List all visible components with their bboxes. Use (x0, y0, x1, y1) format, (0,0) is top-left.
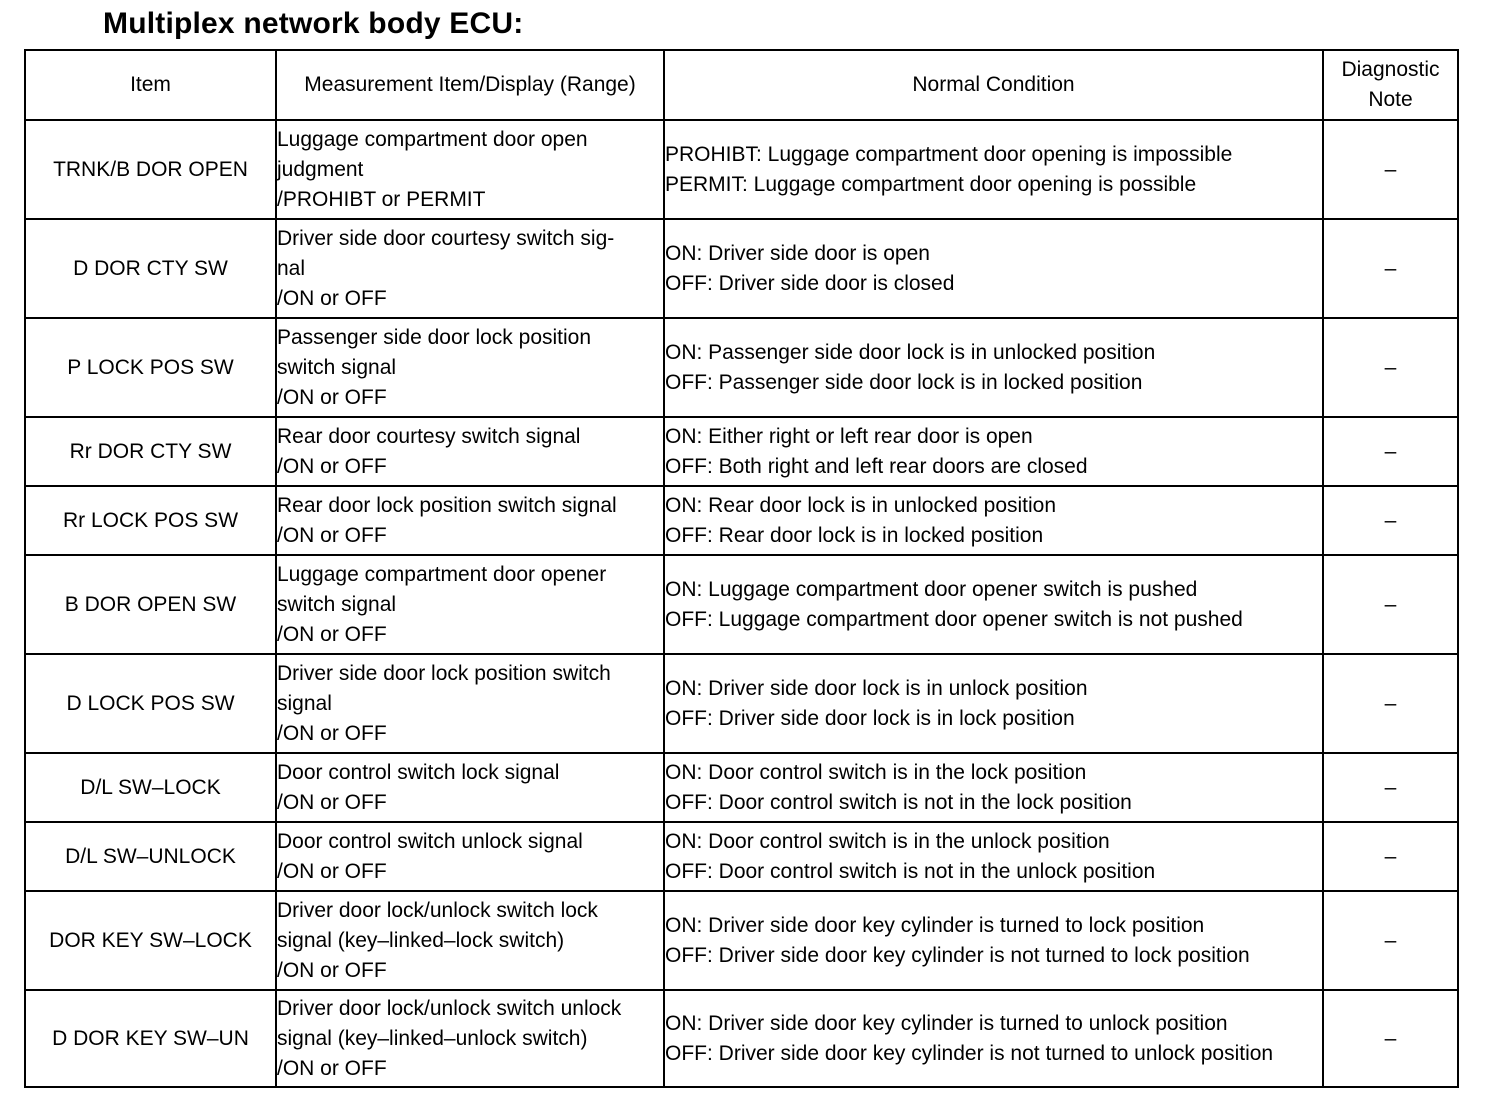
normal-condition-cell (664, 822, 1323, 891)
condition-line: ON: Either right or left rear door is open (665, 424, 1033, 448)
measurement-line: judgment (277, 157, 364, 181)
normal-condition-cell (664, 654, 1323, 753)
condition-line: PERMIT: Luggage compartment door opening is possible (665, 172, 1197, 196)
measurement-line: switch signal (277, 355, 397, 379)
table-row (25, 891, 1458, 990)
table-row (25, 753, 1458, 822)
measurement-line: nal (277, 256, 306, 280)
diagnostic-note-cell: – (1323, 753, 1458, 822)
condition-line: ON: Rear door lock is in unlocked position (665, 493, 1057, 517)
measurement-line: Rear door courtesy switch signal (277, 424, 581, 448)
normal-condition-cell (664, 486, 1323, 555)
item-cell: D DOR CTY SW (25, 219, 276, 318)
header-item: Item (25, 50, 276, 120)
header-diagnostic-line1: Diagnostic (1341, 58, 1440, 81)
normal-condition-cell (664, 219, 1323, 318)
table-row (25, 120, 1458, 219)
item-cell: D/L SW–UNLOCK (25, 822, 276, 891)
condition-line: OFF: Passenger side door lock is in locked position (665, 370, 1143, 394)
normal-condition-cell (664, 318, 1323, 417)
measurement-line: Rear door lock position switch signal (277, 493, 617, 517)
condition-line: OFF: Both right and left rear doors are closed (665, 454, 1088, 478)
table-row (25, 318, 1458, 417)
diagnostic-note-cell: – (1323, 822, 1458, 891)
condition-line: ON: Driver side door key cylinder is turned to lock position (665, 913, 1205, 937)
condition-line: ON: Driver side door key cylinder is turned to unlock position (665, 1011, 1228, 1035)
diagnostic-note-cell: – (1323, 486, 1458, 555)
item-cell: D/L SW–LOCK (25, 753, 276, 822)
normal-condition-cell (664, 753, 1323, 822)
item-cell: TRNK/B DOR OPEN (25, 120, 276, 219)
table-row (25, 822, 1458, 891)
table-header-row (25, 50, 1458, 120)
normal-condition-cell (664, 555, 1323, 654)
normal-condition-cell (664, 990, 1323, 1087)
item-cell: B DOR OPEN SW (25, 555, 276, 654)
item-cell: D LOCK POS SW (25, 654, 276, 753)
measurement-line: /ON or OFF (277, 859, 387, 883)
measurement-cell (276, 417, 664, 486)
diagnostic-note-cell: – (1323, 891, 1458, 990)
diagnostic-note-cell: – (1323, 555, 1458, 654)
data-list-table (24, 49, 1459, 1088)
measurement-cell (276, 891, 664, 990)
header-normal-condition: Normal Condition (664, 50, 1323, 120)
measurement-line: /PROHIBT or PERMIT (277, 187, 486, 211)
diagnostic-note-cell: – (1323, 417, 1458, 486)
table-row (25, 654, 1458, 753)
measurement-cell (276, 555, 664, 654)
measurement-line: /ON or OFF (277, 385, 387, 409)
measurement-line: signal (key–linked–unlock switch) (277, 1026, 588, 1050)
measurement-cell (276, 753, 664, 822)
condition-line: ON: Door control switch is in the unlock position (665, 829, 1110, 853)
table-row (25, 417, 1458, 486)
measurement-cell (276, 120, 664, 219)
diagnostic-note-cell: – (1323, 219, 1458, 318)
measurement-line: Driver side door lock position switch (277, 661, 611, 685)
header-diagnostic-note (1323, 50, 1458, 120)
normal-condition-cell (664, 891, 1323, 990)
item-cell: D DOR KEY SW–UN (25, 990, 276, 1087)
measurement-line: Passenger side door lock position (277, 325, 592, 349)
measurement-line: /ON or OFF (277, 622, 387, 646)
condition-line: OFF: Driver side door lock is in lock position (665, 706, 1075, 730)
condition-line: ON: Passenger side door lock is in unlocked position (665, 340, 1156, 364)
diagnostic-note-cell: – (1323, 120, 1458, 219)
table-row (25, 555, 1458, 654)
measurement-cell (276, 990, 664, 1087)
diagnostic-note-cell: – (1323, 990, 1458, 1087)
measurement-line: signal (key–linked–lock switch) (277, 928, 565, 952)
normal-condition-cell (664, 120, 1323, 219)
item-cell: DOR KEY SW–LOCK (25, 891, 276, 990)
measurement-line: /ON or OFF (277, 790, 387, 814)
condition-line: ON: Driver side door lock is in unlock position (665, 676, 1088, 700)
item-cell: Rr DOR CTY SW (25, 417, 276, 486)
diagnostic-note-cell: – (1323, 318, 1458, 417)
measurement-cell (276, 822, 664, 891)
condition-line: OFF: Rear door lock is in locked position (665, 523, 1044, 547)
measurement-line: /ON or OFF (277, 1056, 387, 1080)
measurement-line: Luggage compartment door opener (277, 562, 607, 586)
item-cell: Rr LOCK POS SW (25, 486, 276, 555)
header-measurement: Measurement Item/Display (Range) (276, 50, 664, 120)
measurement-line: Driver door lock/unlock switch unlock (277, 996, 622, 1020)
measurement-line: Luggage compartment door open (277, 127, 588, 151)
condition-line: ON: Luggage compartment door opener switch is pushed (665, 577, 1198, 601)
measurement-cell (276, 654, 664, 753)
table-row (25, 219, 1458, 318)
measurement-cell (276, 219, 664, 318)
condition-line: OFF: Driver side door key cylinder is not turned to unlock position (665, 1041, 1274, 1065)
condition-line: PROHIBT: Luggage compartment door opening is impossible (665, 142, 1233, 166)
condition-line: OFF: Door control switch is not in the unlock position (665, 859, 1156, 883)
normal-condition-cell (664, 417, 1323, 486)
diagnostic-note-cell: – (1323, 654, 1458, 753)
measurement-cell (276, 318, 664, 417)
condition-line: OFF: Luggage compartment door opener switch is not pushed (665, 607, 1243, 631)
page-title: Multiplex network body ECU: (103, 7, 524, 40)
table-row (25, 990, 1458, 1087)
measurement-line: Door control switch lock signal (277, 760, 560, 784)
table-row (25, 486, 1458, 555)
measurement-line: /ON or OFF (277, 286, 387, 310)
measurement-line: switch signal (277, 592, 397, 616)
measurement-line: /ON or OFF (277, 958, 387, 982)
condition-line: ON: Driver side door is open (665, 241, 930, 265)
measurement-line: signal (277, 691, 332, 715)
condition-line: OFF: Door control switch is not in the lock position (665, 790, 1132, 814)
condition-line: OFF: Driver side door is closed (665, 271, 955, 295)
measurement-line: Driver door lock/unlock switch lock (277, 898, 598, 922)
measurement-line: Door control switch unlock signal (277, 829, 583, 853)
measurement-line: /ON or OFF (277, 721, 387, 745)
measurement-line: /ON or OFF (277, 523, 387, 547)
condition-line: ON: Door control switch is in the lock position (665, 760, 1087, 784)
measurement-line: Driver side door courtesy switch sig- (277, 226, 615, 250)
header-diagnostic-line2: Note (1368, 88, 1413, 111)
measurement-cell (276, 486, 664, 555)
item-cell: P LOCK POS SW (25, 318, 276, 417)
condition-line: OFF: Driver side door key cylinder is not turned to lock position (665, 943, 1250, 967)
measurement-line: /ON or OFF (277, 454, 387, 478)
